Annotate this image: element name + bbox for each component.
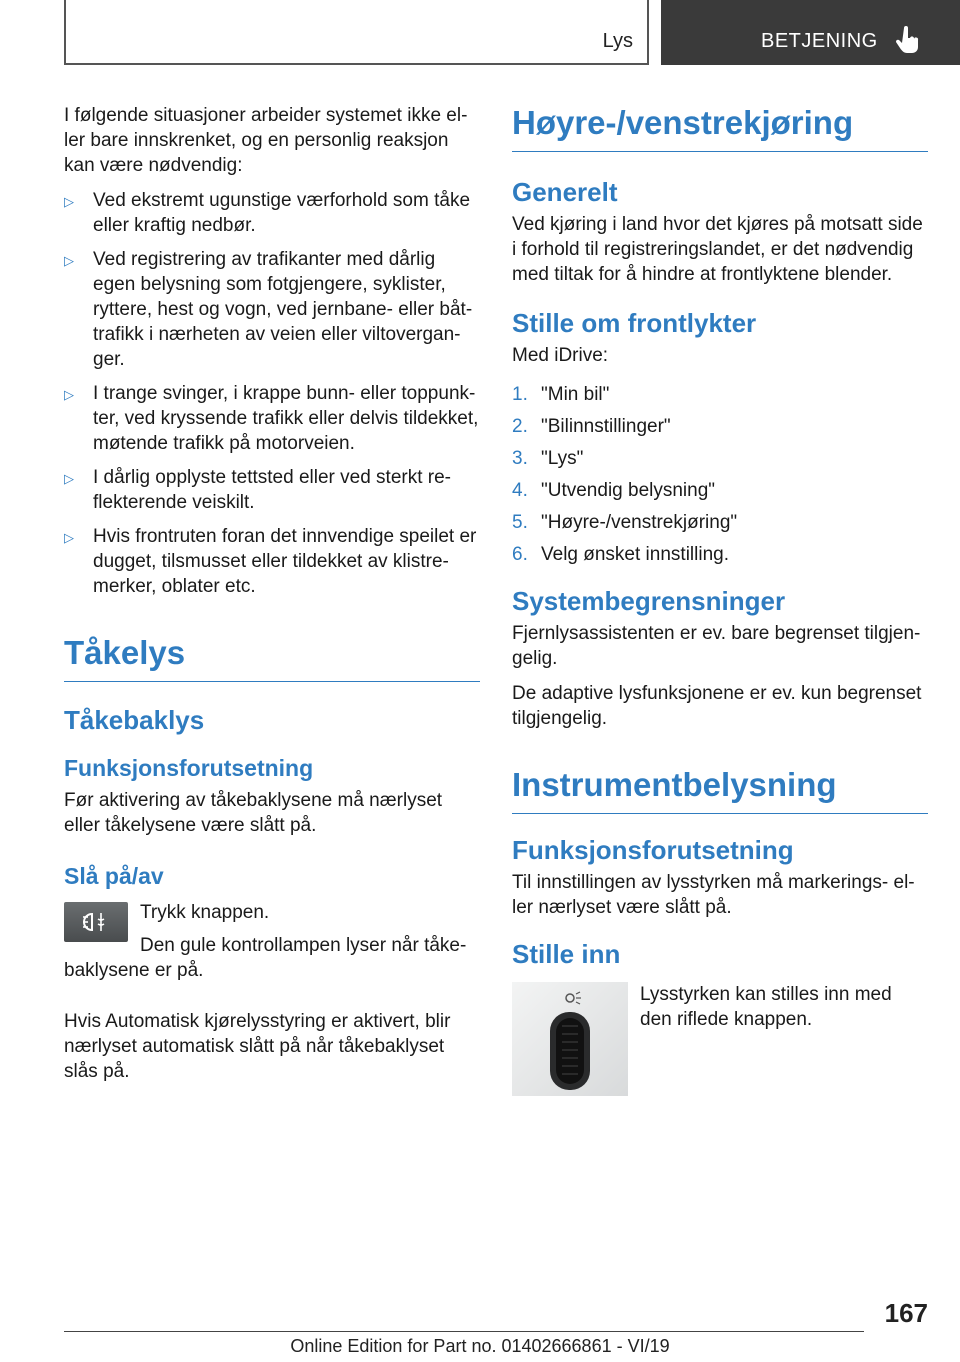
triangle-bullet-icon: ▷ (64, 194, 74, 209)
heading-general: Generelt (512, 177, 618, 207)
rear-fog-light-icon (82, 911, 110, 933)
page-number: 167 (884, 1298, 928, 1328)
list-item: 6. Velg ønsket innstilling. (512, 544, 729, 565)
list-item: 1. "Min bil" (512, 384, 610, 405)
lamp-text: Den gule kontrollampen lyser når tåke- baklysene er på. (64, 935, 467, 981)
triangle-bullet-icon: ▷ (64, 530, 74, 545)
heading-fog-lights: Tåkelys (64, 633, 480, 682)
limits-text-1: Fjernlysassistenten er ev. bare begrenset tilgjen- gelig. (512, 623, 921, 669)
rear-fog-button[interactable] (64, 902, 128, 942)
dimmer-wheel-icon (512, 982, 628, 1096)
press-text: Trykk knappen. (140, 902, 270, 923)
list-item: ▷ Ved registrering av trafikanter med dårlig egen belysning som fotgjengere, syklister, ryttere, hest og vogn, ved jernbane- eller båt- trafikk i nærheten av veien eller viltovergan- ger. (64, 249, 473, 370)
heading-left-right-driving: Høyre-/venstrekjøring (512, 103, 928, 152)
heading-prerequisite: Funksjonsforutsetning (512, 835, 794, 865)
steps-list (512, 382, 928, 567)
list-item: ▷ I dårlig opplyste tettsted eller ved sterkt re- flekterende veiskilt. (64, 467, 451, 513)
list-item: 3. "Lys" (512, 448, 584, 469)
list-item: 2. "Bilinnstillinger" (512, 416, 671, 437)
heading-set: Stille inn (512, 939, 621, 969)
triangle-bullet-icon: ▷ (64, 471, 74, 486)
list-item: 5. "Høyre-/venstrekjøring" (512, 512, 738, 533)
prerequisite-text: Til innstillingen av lysstyrken må markerings- el- ler nærlyset være slått på. (512, 872, 915, 918)
dimmer-wheel-photo (512, 982, 628, 1096)
right-column (512, 103, 928, 1104)
footer-divider (64, 1331, 864, 1332)
list-item: ▷ Ved ekstremt ugunstige værforhold som tåke eller kraftig nedbør. (64, 190, 471, 236)
heading-on-off: Slå på/av (64, 863, 164, 889)
limitations-list (64, 188, 480, 599)
footer-edition: Online Edition for Part no. 01402666861 - VI/19 (290, 1336, 670, 1356)
general-text: Ved kjøring i land hvor det kjøres på motsatt side i forhold til registreringslandet, er det nødvendig med tiltak for å hindre at frontlyktene blender. (512, 214, 923, 285)
pointing-hand-icon (895, 26, 921, 54)
list-item: 4. "Utvendig belysning" (512, 480, 716, 501)
triangle-bullet-icon: ▷ (64, 387, 74, 402)
heading-adjust-headlights: Stille om frontlykter (512, 308, 757, 338)
heading-system-limits: Systembegrensninger (512, 586, 786, 616)
list-item: ▷ Hvis frontruten foran det innvendige speilet er dugget, tilsmusset eller tildekket av klistre- merker, oblater etc. (64, 526, 477, 597)
dimmer-text: Lysstyrken kan stilles inn med den riflede knappen. (640, 984, 892, 1030)
fog-button-block (64, 900, 480, 993)
prerequisite-text: Før aktivering av tåkebaklysene må nærlyset eller tåkelysene være slått på. (64, 790, 443, 836)
heading-prerequisite: Funksjonsforutsetning (64, 755, 314, 781)
header-chapter-title: BETJENING (761, 30, 878, 52)
header-section-title: Lys (602, 30, 633, 52)
intro-paragraph: I følgende situasjoner arbeider systemet ikke el- ler bare innskrenket, og en personlig reaksjon kan være nødvendig: (64, 105, 468, 176)
dimmer-block (512, 982, 928, 1104)
idrive-text: Med iDrive: (512, 345, 609, 366)
list-item: ▷ I trange svinger, i krappe bunn- eller toppunk- ter, ved kryssende trafikk eller delvis tildekket, møtende trafikk på motorveien. (64, 383, 479, 454)
left-column (64, 103, 480, 1094)
limits-text-2: De adaptive lysfunksjonene er ev. kun begrenset tilgjengelig. (512, 683, 922, 729)
triangle-bullet-icon: ▷ (64, 253, 74, 268)
auto-text: Hvis Automatisk kjørelysstyring er aktivert, blir nærlyset automatisk slått på når tåkebaklyset slås på. (64, 1011, 451, 1082)
heading-rear-fog: Tåkebaklys (64, 705, 205, 735)
heading-instrument-lighting: Instrumentbelysning (512, 765, 928, 814)
header-chapter-tab[interactable] (661, 0, 960, 65)
header-section-box (64, 0, 649, 65)
